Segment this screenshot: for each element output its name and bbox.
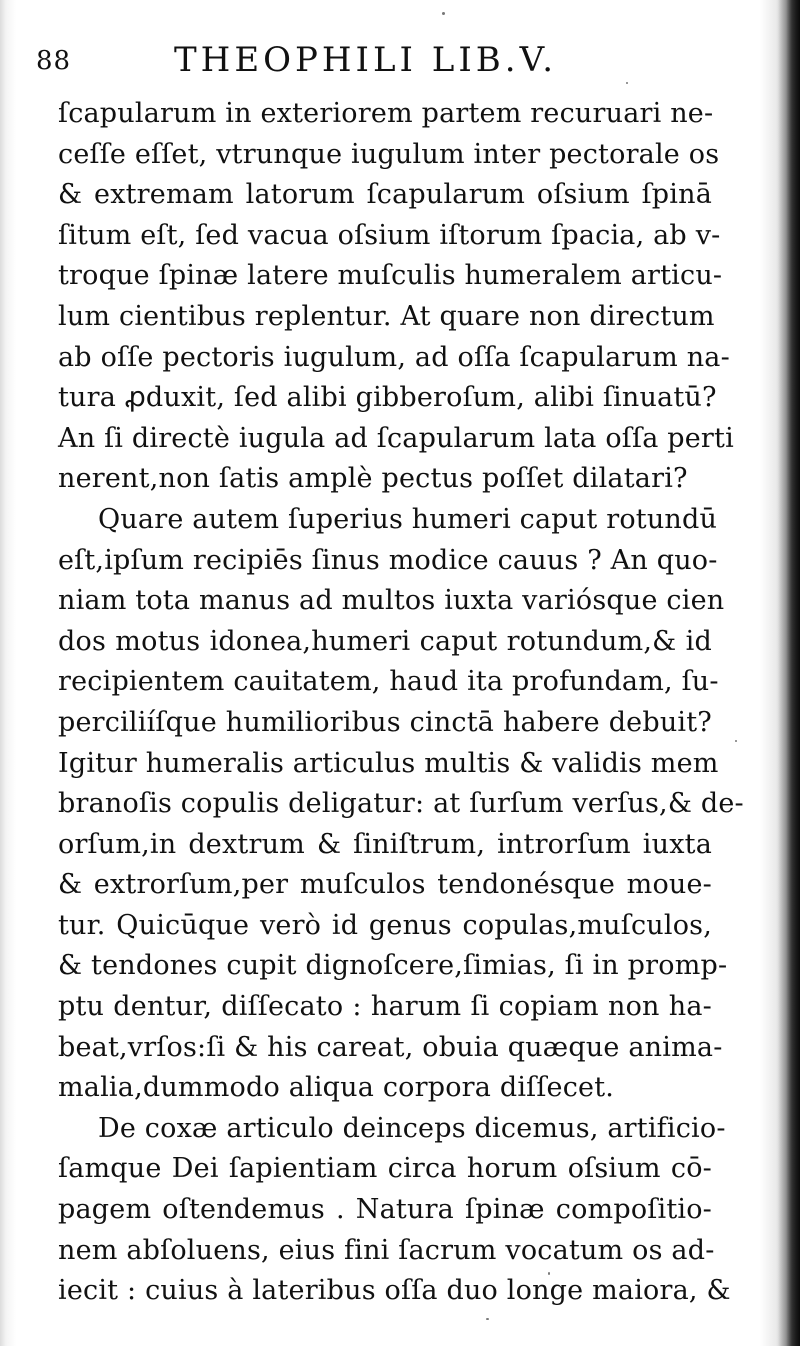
text-line: dos motus idonea,humeri caput rotundum,& id [58, 625, 712, 657]
text-line: tura ꝓduxit, ſed alibi gibberoſum, alibi ſinuatū? [58, 382, 717, 414]
text-line: recipientem cauitatem, haud ita profundam, ſu- [58, 666, 719, 698]
text-line: branoſis copulis deligatur: at ſurſum verſus,& de- [58, 788, 744, 820]
text-line: & extremam latorum ſcapularum oſsium ſpinā [58, 179, 712, 211]
text-line: ſcapularum in exteriorem partem recuruari ne- [58, 98, 714, 129]
body-text [58, 94, 744, 1312]
text-line: orſum,in dextrum & ſiniſtrum, introrſum iuxta [58, 828, 712, 860]
text-line: iecit : cuius à lateribus oſſa duo longe maiora, & [58, 1275, 731, 1307]
ink-speck [548, 1272, 550, 1275]
text-line: Igitur humeralis articulus multis & validis mem [58, 747, 719, 779]
text-line: malia,dummodo aliqua corpora diſſecet. [58, 1072, 615, 1104]
text-line: nerent,non ſatis amplè pectus poſſet dilatari? [58, 463, 688, 495]
ink-speck [442, 12, 445, 15]
text-line: ceſſe eſſet, vtrunque iugulum inter pectorale os [58, 138, 720, 170]
ink-speck [626, 82, 628, 84]
text-line: nem abſoluens, eius fini ſacrum vocatum os ad- [58, 1234, 715, 1266]
text-line: An ſi directè iugula ad ſcapularum lata oſſa perti [58, 422, 734, 454]
text-line: eſt,ipſum recipiēs ſinus modice cauus ? An quo- [58, 544, 718, 576]
paragraph-start-line: Quare autem ſuperius humeri caput rotundū [98, 503, 718, 535]
page-header [36, 40, 726, 84]
running-title: THEOPHILI LIB.V. [174, 40, 558, 80]
text-line: tur. Quicūque verò id genus copulas,muſculos, [58, 909, 712, 941]
paragraph-start-line: De coxæ articulo deinceps dicemus, artificio- [98, 1112, 726, 1144]
binding-shadow [778, 0, 800, 1346]
text-line: perciliíſque humilioribus cinctā habere debuit? [58, 706, 712, 738]
text-line: niam tota manus ad multos iuxta variósque cien [58, 585, 725, 617]
text-line: troque ſpinæ latere muſculis humeralem articu- [58, 260, 723, 292]
text-line: & tendones cupit dignoſcere,ſimias, ſi in promp- [58, 950, 728, 982]
text-line: ptu dentur, diſſecato : harum ſi copiam non ha- [58, 991, 712, 1023]
text-line: ſamque Dei ſapientiam circa horum oſsium cō- [58, 1153, 712, 1185]
ink-speck [735, 740, 737, 742]
ink-speck [486, 1318, 489, 1320]
text-line: lum cientibus replentur. At quare non directum [58, 300, 715, 332]
page-number: 88 [36, 46, 72, 76]
text-line: pagem oſtendemus . Natura ſpinæ compoſitio- [58, 1194, 712, 1226]
text-line: ſitum eſt, ſed vacua oſsium iſtorum ſpacia, ab v- [58, 219, 721, 251]
text-line: beat,vrſos:ſi & his careat, obuia quæque anima- [58, 1031, 723, 1063]
text-line: ab oſſe pectoris iugulum, ad oſſa ſcapularum na- [58, 341, 730, 373]
text-line: & extrorſum,per muſculos tendonésque moue- [58, 869, 712, 901]
